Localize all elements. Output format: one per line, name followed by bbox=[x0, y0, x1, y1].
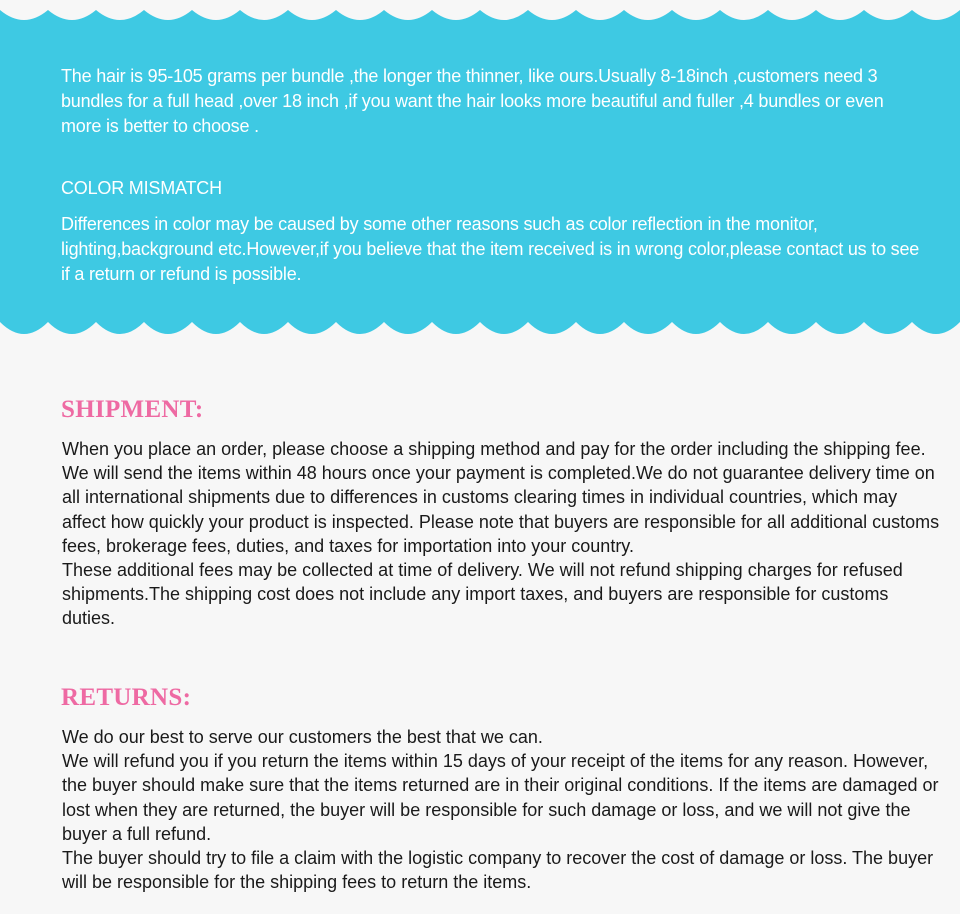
returns-title: RETURNS: bbox=[61, 684, 192, 711]
info-banner bbox=[0, 0, 960, 345]
shipment-paragraph: These additional fees may be collected at time of delivery. We will not refund shipping charges for refused shipments.The shipping cost does not include any import taxes, and buyers are responsible for customs duties. bbox=[62, 560, 903, 629]
returns-paragraph: We do our best to serve our customers the best that we can. bbox=[62, 727, 543, 747]
color-mismatch-text: Differences in color may be caused by some other reasons such as color reflection in the monitor, lighting,background etc.However,if you believe that the item received is in wrong color,please contact us to see if a return or refund is possible. bbox=[61, 214, 920, 284]
shipment-body bbox=[62, 437, 942, 631]
shipment-title: SHIPMENT: bbox=[61, 396, 204, 423]
returns-paragraph: The buyer should try to file a claim with the logistic company to recover the cost of damage or loss. The buyer will be responsible for the shipping fees to return the items. bbox=[62, 848, 934, 893]
bundle-info-text: The hair is 95-105 grams per bundle ,the longer the thinner, like ours.Usually 8-18inch ,customers need 3 bundles for a full head ,over 18 inch ,if you want the hair looks more beautiful and fuller ,4 bundles or even more is better to choose . bbox=[61, 66, 884, 136]
returns-paragraph: We will refund you if you return the items within 15 days of your receipt of the items for any reason. However, the buyer should make sure that the items returned are in their original conditions. If the items are damaged or lost when they are returned, the buyer will be responsible for such damage or loss, and we will not give the buyer a full refund. bbox=[62, 751, 939, 844]
color-mismatch-heading: COLOR MISMATCH bbox=[61, 178, 222, 198]
returns-body bbox=[62, 725, 942, 894]
wavy-banner-background bbox=[0, 0, 960, 345]
shipment-paragraph: When you place an order, please choose a shipping method and pay for the order including the shipping fee. We will send the items within 48 hours once your payment is completed.We do not guarantee delivery time on all international shipments due to differences in customs clearing times in individual countries, which may affect how quickly your product is inspected. Please note that buyers are responsible for all additional customs fees, brokerage fees, duties, and taxes for importation into your country. bbox=[62, 439, 940, 556]
